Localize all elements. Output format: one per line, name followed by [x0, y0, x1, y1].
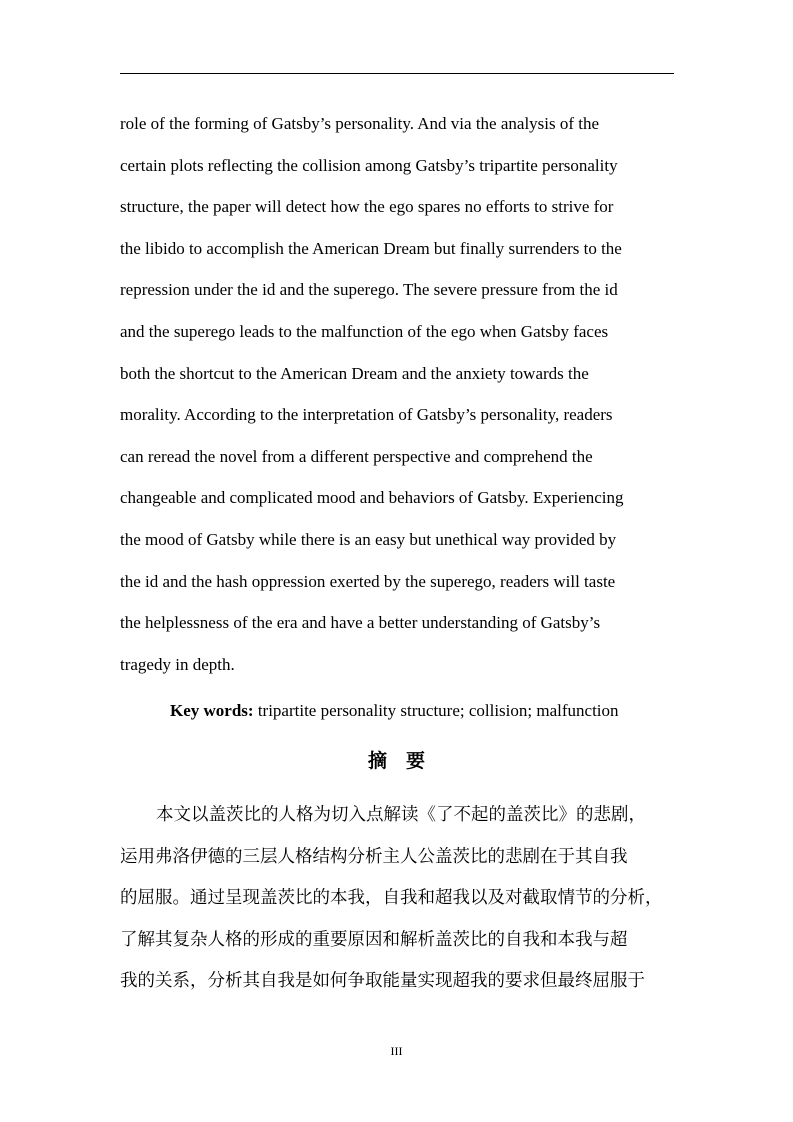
keywords-text: tripartite personality structure; collision; malfunction: [253, 701, 619, 720]
text-line: the libido to accomplish the American Dream but finally surrenders to the: [120, 238, 622, 258]
text-line: 了解其复杂人格的形成的重要原因和解析盖茨比的自我和本我与超: [120, 929, 628, 950]
text-line: the mood of Gatsby while there is an easy but unethical way provided by: [120, 529, 617, 549]
text-line: certain plots reflecting the collision among Gatsby’s tripartite personality: [120, 155, 618, 175]
chinese-abstract: [120, 795, 676, 1003]
text-line: repression under the id and the superego. The severe pressure from the id: [120, 280, 618, 300]
text-line: role of the forming of Gatsby’s personality. And via the analysis of the: [120, 114, 600, 133]
text-line: structure, the paper will detect how the ego spares no efforts to strive for: [120, 197, 614, 217]
english-abstract: [120, 103, 680, 685]
text-line: can reread the novel from a different perspective and comprehend the: [120, 446, 593, 466]
chinese-abstract-title: 摘 要: [367, 750, 425, 772]
text-line: both the shortcut to the American Dream and the anxiety towards the: [120, 363, 589, 383]
keywords-line: [170, 697, 619, 725]
text-line: and the superego leads to the malfunction of the ego when Gatsby faces: [120, 321, 609, 341]
text-line: morality. According to the interpretation of Gatsby’s personality, readers: [120, 405, 613, 425]
text-line: changeable and complicated mood and behaviors of Gatsby. Experiencing: [120, 488, 624, 508]
keywords-label: Key words:: [170, 701, 254, 720]
page-number: III: [390, 1044, 403, 1058]
text-line: the id and the hash oppression exerted by the superego, readers will taste: [120, 571, 616, 591]
text-line: the helplessness of the era and have a better understanding of Gatsby’s: [120, 613, 601, 633]
header-rule: [120, 73, 674, 74]
text-line: 的屈服。通过呈现盖茨比的本我，自我和超我以及对截取情节的分析，: [120, 888, 663, 908]
text-line: 运用弗洛伊德的三层人格结构分析主人公盖茨比的悲剧在于其自我: [120, 846, 628, 867]
text-line: tragedy in depth.: [120, 654, 235, 674]
text-line: 本文以盖茨比的人格为切入点解读《了不起的盖茨比》的悲剧，: [156, 805, 646, 825]
text-line: 我的关系，分析其自我是如何争取能量实现超我的要求但最终屈服于: [120, 971, 645, 991]
